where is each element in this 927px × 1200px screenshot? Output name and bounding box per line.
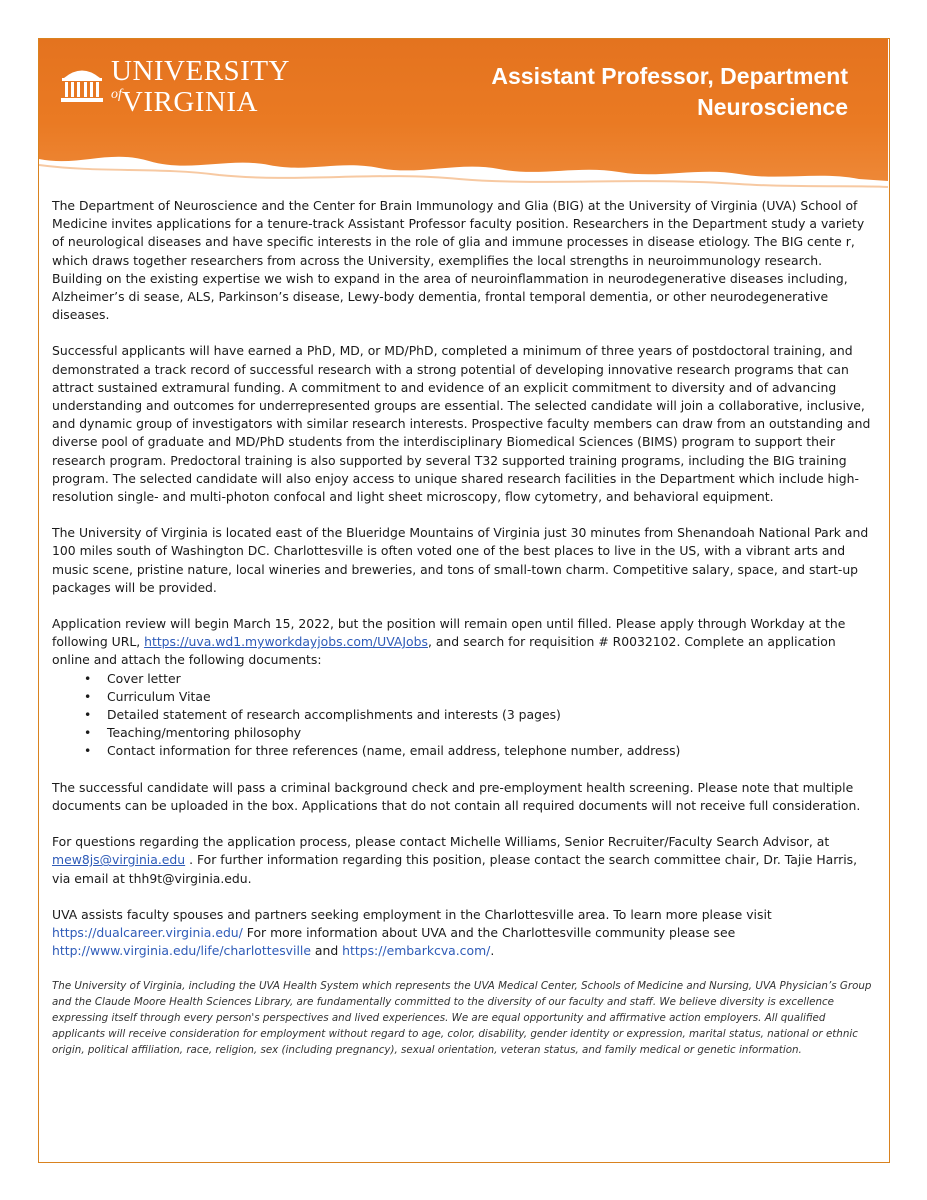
title-line-1: Assistant Professor, Department <box>491 63 848 89</box>
bullet-icon: • <box>84 670 92 686</box>
logo-virginia-text: VIRGINIA <box>121 86 258 118</box>
logo-of-text: of <box>111 87 122 102</box>
title-line-2: Neuroscience <box>697 94 848 120</box>
qualifications-paragraph: Successful applicants will have earned a PhD, MD, or MD/PhD, completed a minimum of three years of postdoctoral training, and demonstrated a track record of successful research with a strong potential of developing innovative research programs that can attract sustained extramural funding. A commitment to and evidence of an explicit commitment to diversity and of advancing understanding and outcomes for underrepresented groups are essential. The selected candidate will join a collaborative, inclusive, and dynamic group of investigators with similar research interests. Prospective faculty members can draw from an outstanding and diverse pool of graduate and MD/PhD students from the interdisciplinary Biomedical Sciences (BIMS) program to support their research program. Predoctoral training is also supported by several T32 supported training programs, including the BIG training program. The selected candidate will also enjoy access to unique shared research facilities in the Department which include high-resolution single- and multi-photon confocal and light sheet microscopy, flow cytometry, and behavioral equipment. <box>52 343 871 505</box>
uva-logo <box>59 57 289 127</box>
embarkcva-link[interactable]: https://embarkcva.com/ <box>342 943 491 959</box>
intro-paragraph: The Department of Neuroscience and the Center for Brain Immunology and Glia (BIG) at the University of Virginia (UVA) School of Medicine invites applications for a tenure-track Assistant Professor faculty position. Researchers in the Department study a variety of neurological diseases and have specific interests in the role of glia and immune processes in disease etiology. The BIG cente r, which draws together researchers from across the University, exemplifies the local strengths in neuroimmunology research. Building on the existing expertise we wish to expand in the area of neuroinflammation in neurodegenerative diseases including, Alzheimer’s di sease, ALS, Parkinson’s disease, Lewy-body dementia, frontal temporal dementia, or other neurodegenerative diseases. <box>52 198 865 323</box>
list-item-text: Detailed statement of research accomplishments and interests (3 pages) <box>107 707 561 723</box>
dual-career-paragraph <box>52 906 875 961</box>
list-item <box>52 706 875 724</box>
list-item-text: Cover letter <box>107 670 181 686</box>
location-paragraph: The University of Virginia is located east of the Blueridge Mountains of Virginia just 30 minutes from Shenandoah National Park and 100 miles south of Washington DC. Charlottesville is often voted one of the best places to live in the US, with a vibrant arts and music scene, pristine nature, local wineries and breweries, and tons of small-town charm. Competitive salary, space, and start-up packages will be provided. <box>52 525 869 595</box>
dual-career-link[interactable]: https://dualcareer.virginia.edu/ <box>52 924 243 940</box>
logo-university-text: UNIVERSITY <box>111 55 290 87</box>
header-banner <box>39 39 888 191</box>
background-check-paragraph: The successful candidate will pass a criminal background check and pre-employment health screening. Please note that multiple documents can be uploaded in the box. Applications that do not contain all required documents will not receive full consideration. <box>52 779 861 813</box>
contact-text-2: . For further information regarding this position, please contact the search committee chair, Dr. Tajie Harris, via email at thh9t@virginia.edu. <box>52 852 858 886</box>
logo-virginia-line <box>111 88 290 117</box>
contact-text-1: For questions regarding the application process, please contact Michelle Williams, Senior Recruiter/Faculty Search Advisor, at <box>52 834 830 850</box>
flyer-frame <box>38 38 890 1163</box>
list-item <box>52 742 875 760</box>
list-item-text: Contact information for three references (name, email address, telephone number, address) <box>107 743 681 759</box>
apply-text-1: Application review will begin March 15, 2022, but the position will remain open until filled. Please apply through Workday at the following URL, <box>52 616 846 650</box>
workday-link[interactable]: https://uva.wd1.myworkdayjobs.com/UVAJobs <box>144 634 428 650</box>
spouse-end-text: . <box>490 943 495 959</box>
spouse-text-1: UVA assists faculty spouses and partners seeking employment in the Charlottesville area. To learn more please visit <box>52 906 772 922</box>
bullet-icon: • <box>84 725 92 741</box>
spouse-and-text: and <box>310 943 343 959</box>
posting-body <box>52 197 875 1076</box>
apply-text-2: , and search for requisition # R0032102. Complete an application online and attach the following documents: <box>52 634 836 668</box>
application-paragraph <box>52 615 875 670</box>
list-item <box>52 670 875 688</box>
list-item <box>52 724 875 742</box>
bullet-icon: • <box>84 707 92 723</box>
eeo-statement: The University of Virginia, including the UVA Health System which represents the UVA Medical Center, Schools of Medicine and Nursing, UVA Physician’s Group and the Claude Moore Health Sciences Library, are fundamentally committed to the diversity of our faculty and staff. We believe diversity is excellence expressing itself through every person's perspectives and lived experiences. We are equal opportunity and affirmative action employers. All qualified applicants will receive consideration for employment without regard to age, color, disability, gender identity or expression, marital status, national or ethnic origin, political affiliation, race, religion, sex (including pregnancy), sexual orientation, veteran status, and family medical or genetic information. <box>52 980 872 1057</box>
contact-email-link[interactable]: mew8js@virginia.edu <box>52 852 186 868</box>
bullet-icon: • <box>84 688 92 704</box>
page-title <box>428 61 848 123</box>
bullet-icon: • <box>84 743 92 759</box>
charlottesville-link[interactable]: http://www.virginia.edu/life/charlottesville <box>52 943 311 959</box>
required-documents-list <box>52 670 875 761</box>
list-item-text: Teaching/mentoring philosophy <box>107 725 302 741</box>
contact-paragraph <box>52 833 875 888</box>
list-item-text: Curriculum Vitae <box>107 688 211 704</box>
logo-wordmark <box>111 57 290 117</box>
rotunda-icon <box>59 61 105 107</box>
list-item <box>52 688 875 706</box>
spouse-text-2: For more information about UVA and the Charlottesville community please see <box>242 924 736 940</box>
